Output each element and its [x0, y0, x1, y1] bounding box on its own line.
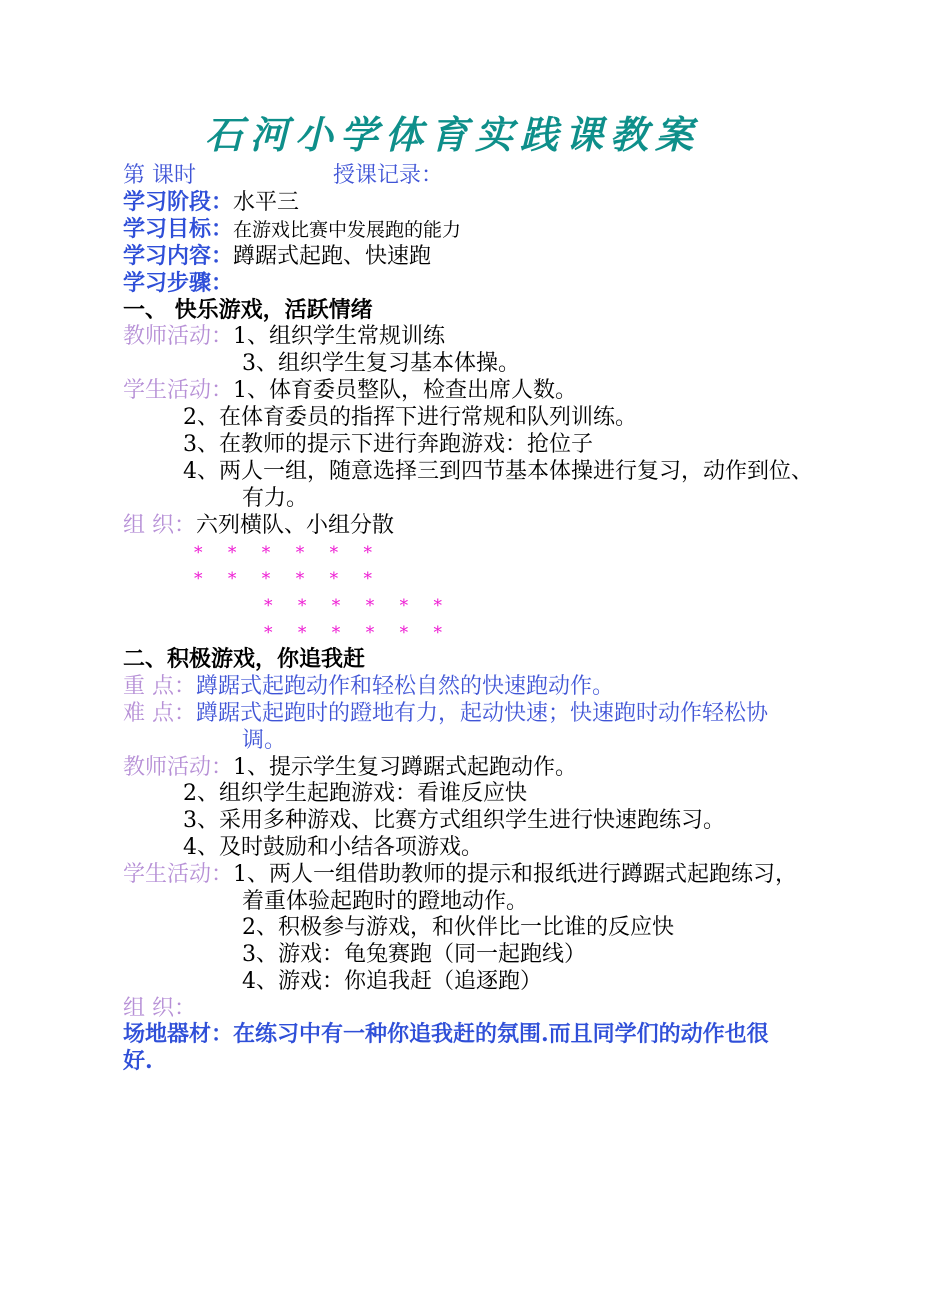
steps-label: 学习步骤： — [123, 270, 234, 296]
section2-key-value: 蹲踞式起跑动作和轻松自然的快速跑动作。 — [196, 674, 615, 699]
page-title: 石河小学体育实践课教案 — [205, 112, 701, 157]
lesson-number-label: 第 课时 — [123, 163, 196, 188]
venue-value: 在练习中有一种你追我赶的氛围.而且同学们的动作也很 — [233, 1021, 769, 1047]
content-label: 学习内容： — [123, 243, 234, 269]
formation-row: * * * * * * — [264, 623, 453, 643]
content-value: 蹲踞式起跑、快速跑 — [233, 244, 432, 269]
section2-student-item: 1、两人一组借助教师的提示和报纸进行蹲踞式起跑练习， — [233, 862, 798, 887]
section2-teacher-item: 1、提示学生复习蹲踞式起跑动作。 — [233, 755, 578, 780]
section2-diff-value: 蹲踞式起跑时的蹬地有力，起动快速；快速跑时动作轻松协 — [196, 701, 769, 726]
section1-heading: 一、 快乐游戏，活跃情绪 — [123, 297, 373, 323]
section2-student-item: 着重体验起跑时的蹬地动作。 — [242, 889, 529, 914]
goal-label: 学习目标： — [123, 216, 234, 242]
goal-value: 在游戏比赛中发展跑的能力 — [233, 219, 462, 241]
section2-teacher-item: 3、采用多种游戏、比赛方式组织学生进行快速跑练习。 — [183, 808, 725, 833]
venue-value-cont: 好. — [123, 1048, 153, 1074]
section2-diff-label: 难 点： — [123, 701, 196, 726]
section2-teacher-label: 教师活动： — [123, 755, 234, 780]
formation-row: * * * * * * — [264, 596, 453, 616]
section2-diff-value-cont: 调。 — [242, 728, 287, 753]
venue-label: 场地器材： — [123, 1021, 234, 1047]
venue-row — [123, 1021, 769, 1048]
section2-diff-row — [123, 700, 768, 727]
section2-teacher-item: 2、组织学生起跑游戏：看谁反应快 — [183, 781, 527, 806]
section2-teacher-row — [123, 754, 577, 781]
section1-student-item: 3、在教师的提示下进行奔跑游戏：抢位子 — [183, 432, 593, 457]
formation-row: * * * * * * — [194, 543, 383, 563]
section2-student-label: 学生活动： — [123, 862, 234, 887]
section2-student-item: 4、游戏：你追我赶（追逐跑） — [242, 969, 542, 994]
section1-org-label: 组 织： — [123, 513, 196, 538]
goal-row — [123, 216, 461, 244]
section2-org-label: 组 织： — [123, 996, 196, 1021]
stage-label: 学习阶段： — [123, 189, 234, 215]
stage-value: 水平三 — [233, 190, 300, 215]
stage-row — [123, 189, 299, 216]
record-label: 授课记录： — [333, 163, 444, 188]
content-row — [123, 243, 431, 270]
formation-row: * * * * * * — [194, 569, 383, 589]
section2-student-item: 2、积极参与游戏，和伙伴比一比谁的反应快 — [242, 915, 674, 940]
section1-teacher-item: 1、组织学生常规训练 — [233, 324, 446, 349]
section2-student-row — [123, 861, 797, 888]
section1-student-item: 有力。 — [242, 486, 309, 511]
section2-heading: 二、积极游戏，你追我赶 — [123, 646, 366, 672]
section2-teacher-item: 4、及时鼓励和小结各项游戏。 — [183, 835, 483, 860]
section2-student-item: 3、游戏：龟兔赛跑（同一起跑线） — [242, 942, 586, 967]
section1-teacher-item: 3、组织学生复习基本体操。 — [242, 351, 520, 376]
section1-student-item: 4、两人一组，随意选择三到四节基本体操进行复习，动作到位、 — [183, 459, 813, 484]
section2-key-label: 重 点： — [123, 674, 196, 699]
section1-student-row — [123, 377, 577, 404]
section1-teacher-label: 教师活动： — [123, 324, 234, 349]
section2-key-row — [123, 673, 614, 700]
section1-teacher-row — [123, 323, 445, 350]
section1-student-item: 2、在体育委员的指挥下进行常规和队列训练。 — [183, 405, 637, 430]
section1-student-label: 学生活动： — [123, 378, 234, 403]
section1-org-row — [123, 512, 394, 539]
section1-org-value: 六列横队、小组分散 — [196, 513, 395, 538]
section1-student-item: 1、体育委员整队，检查出席人数。 — [233, 378, 578, 403]
